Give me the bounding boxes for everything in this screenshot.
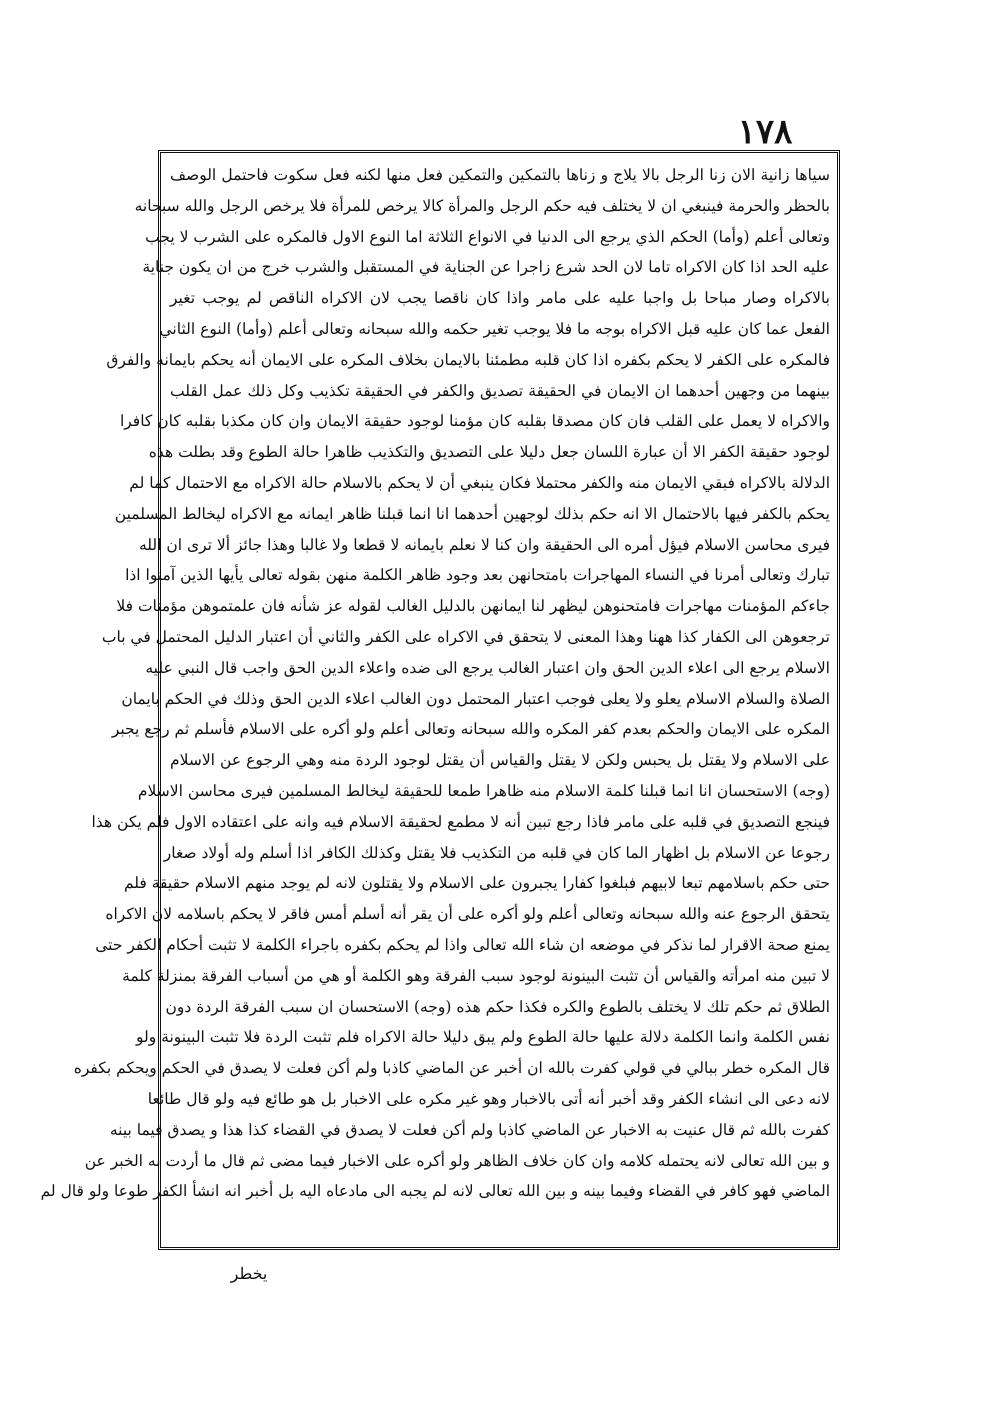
text-line: كفرت بالله ثم قال عنيت به الاخبار عن الماضي كاذبا ولم أكن فعلت لا يصدق في القضاء كذا هذا و يصدق فيما بينه <box>109 1120 830 1139</box>
text-line: وتعالى أعلم (وأما) الحكم الذي يرجع الى الدنيا في الانواع الثلاثة اما النوع الاول فالمكره على الشرب لا يجب <box>145 227 830 246</box>
text-line: بالحظر والحرمة فينبغي ان لا يختلف فيه حكم الرجل والمرأة كالا يرخص للمرأة فلا يرخص الرجل والله سبحانه <box>134 196 830 215</box>
text-line: يمنع صحة الاقرار لما نذكر في موضعه ان شاء الله تعالى واذا لم يحكم بكفره باجراء الكلمة لا تثبت أحكام الكفر حتى <box>95 935 830 954</box>
text-line: عليه الحد اذا كان الاكراه تاما لان الحد شرع زاجرا عن الجناية في المستقبل والشرب خرج من ان يكون جناية <box>142 258 830 277</box>
text-line: فالمكره على الكفر لا يحكم بكفره اذا كان قلبه مطمئنا بالايمان بخلاف المكره على الايمان أنه يحكم بايمانه والفرق <box>106 350 830 369</box>
text-line: الصلاة والسلام الاسلام يعلو ولا يعلى فوجب اعتبار المحتمل دون الغالب اعلاء الدين الحق وذلك في الحكم بايمان <box>121 689 830 708</box>
text-line: جاءكم المؤمنات مهاجرات فامتحنوهن ليظهر لنا ايمانهن بالدليل الغالب لقوله عز شأنه فان علمتموهن مؤمنات فلا <box>116 597 830 616</box>
text-line: (وجه) الاستحسان انا انما قبلنا كلمة الاسلام منه ظاهرا طمعا للحقيقة ليخالط المسلمين فيرى محاسن الاسلام <box>137 781 830 800</box>
text-line: الاسلام يرجع الى اعلاء الدين الحق وان اعتبار الغالب يرجع الى ضده واعلاء الدين الحق واجب قال النبي عليه <box>145 658 830 677</box>
text-line: المكره على الايمان والحكم بعدم كفر المكره والله سبحانه وتعالى أعلم ولو أكره على الاسلام فأسلم ثم رجع يجبر <box>111 720 830 739</box>
text-line: على الاسلام ولا يقتل بل يحبس ولكن لا يقتل والقياس أن يقتل لوجود الردة منه وهي الرجوع عن الاسلام <box>170 751 830 770</box>
text-line: الفعل عما كان عليه قبل الاكراه بوجه ما فلا يوجب تغير حكمه والله سبحانه وتعالى أعلم (وأما) النوع الثاني <box>159 319 830 338</box>
text-line: والاكراه لا يعمل على القلب فان كان مصدقا بقلبه كان مؤمنا لوجود حقيقة الايمان وان كان مكذبا بقلبه كان كافرا <box>119 412 830 431</box>
text-line: رجوعا عن الاسلام بل اظهار الما كان في قلبه من التكذيب فلا يقتل وكذلك الكافر اذا أسلم وله أولاد صغار <box>163 843 830 862</box>
text-line: يتحقق الرجوع عنه والله سبحانه وتعالى أعلم ولو أكره على أن يقر أنه أسلم أمس فاقر لا يحكم باسلامه لان الاكراه <box>105 905 830 924</box>
page-number: ١٧٨ <box>737 112 793 152</box>
text-line: تبارك وتعالى أمرنا في النساء المهاجرات بامتحانهن بعد وجود ظاهر الكلمة منهن بقوله تعالى يأيها الذين آمنوا اذا <box>125 566 830 585</box>
text-line: لوجود حقيقة الكفر الا أن عبارة اللسان جعل دليلا على التصديق والتكذيب ظاهرا حالة الطوع وقد بطلت هذه <box>148 443 830 462</box>
body-text <box>40 160 830 1207</box>
text-line: ترجعوهن الى الكفار كذا ههنا وهذا المعنى لا يتحقق في الاكراه على الكفر والثاني أن اعتبار الدليل المحتمل في باب <box>101 627 830 646</box>
text-line: يحكم بالكفر فيها بالاحتمال الا انه حكم بذلك لوجهين أحدهما انا انما قبلنا ظاهر ايمانه مع الاكراه ليخالط المسلمين <box>114 504 830 523</box>
text-line: نفس الكلمة وانما الكلمة دلالة عليها حالة الطوع ولم يبق دليلا حالة الاكراه فلم تثبت الردة فلا تثبت البينونة ولو <box>136 1028 830 1047</box>
text-line: لانه دعى الى انشاء الكفر وقد أخبر أنه أتى بالاخبار وهو غير مكره على الاخبار بل هو طائع فيه ولو قال طائعا <box>147 1089 830 1108</box>
text-line: الماضي فهو كافر في القضاء وفيما بينه و بين الله تعالى لانه لم يجبه الى مادعاه اليه بل أخبر انه انشأ الكفر طوعا ولو قال لم <box>40 1182 830 1201</box>
text-line: بينهما من وجهين أحدهما ان الايمان في الحقيقة تصديق والكفر في الحقيقة تكذيب وكل ذلك عمل القلب <box>170 381 830 400</box>
text-line: و بين الله تعالى لانه يحتمله كلامه وان كان خلاف الظاهر ولو أكره على الاخبار فيما مضى ثم قال ما أردت به الخبر عن <box>84 1151 830 1170</box>
text-line: حتى حكم باسلامهم تبعا لابيهم فبلغوا كفارا يجبرون على الاسلام ولا يقتلون لانه لم يوجد منهم الاسلام حقيقة فلم <box>123 874 830 893</box>
text-line: فيرى محاسن الاسلام فيؤل أمره الى الحقيقة وان كنا لا نعلم بايمانه لا قطعا ولا غالبا وهذا جائز ألا ترى ان الله <box>138 535 830 554</box>
text-line: الدلالة بالاكراه فبقي الايمان منه والكفر محتملا فكان ينبغي أن لا يحكم بالاسلام حالة الاكراه مع الاحتمال كما لم <box>129 473 830 492</box>
text-line: الطلاق ثم حكم تلك لا يختلف بالطوع والكره فكذا حكم هذه (وجه) الاستحسان ان سبب الفرقة الردة دون <box>165 997 830 1016</box>
text-line: بالاكراه وصار مباحا بل واجبا عليه على مامر واذا كان ناقصا يجب لان الاكراه الناقص لم يوجب تغير <box>170 289 830 308</box>
text-line: لا تبين منه امرأته والقياس أن تثبت البينونة لوجود سبب الفرقة وهو الكلمة أو هي من أسباب الفرقة بمنزلة كلمة <box>122 966 830 985</box>
text-line: سياها زانية الان زنا الرجل بالا يلاج و زناها بالتمكين والتمكين فعل منها لكنه فعل سكوت فاحتمل الوصف <box>170 166 830 184</box>
text-line: فينجع التصديق في قلبه على مامر فاذا رجع تبين أنه لا مطمع لحقيقة الاسلام فيه وانه على اعتقاده الاول فلم يكن هذا <box>91 812 830 831</box>
text-line: قال المكره خطر ببالي في قولي كفرت بالله ان أخبر عن الماضي كاذبا ولم أكن فعلت لا يصدق في الحكم ويحكم بكفره <box>73 1059 830 1078</box>
catchword: يخطر <box>230 1264 268 1283</box>
